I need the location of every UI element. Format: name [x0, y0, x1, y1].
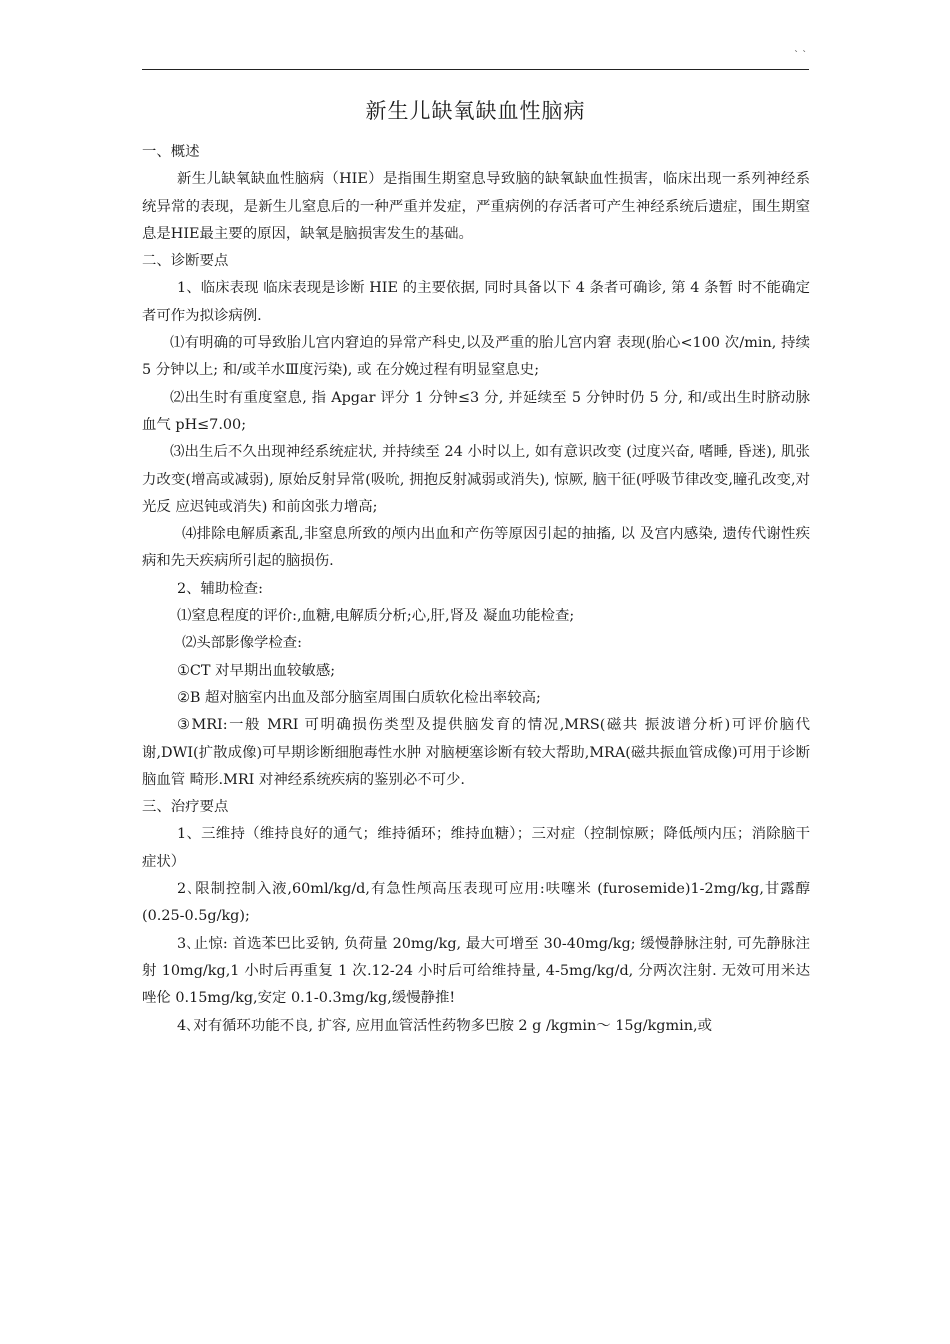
paragraph-clinical-presentation: 1、临床表现 临床表现是诊断 HIE 的主要依据, 同时具备以下 4 条者可确诊, 第 4 条暂 时不能确定者可作为拟诊病例. — [142, 280, 810, 324]
treatment-2: 2､限制控制入液,60ml/kg/d,有急性颅高压表现可应用:呋噻米 (furosemide)1-2mg/kg,甘露醇(0.25-0.5g/kg); — [142, 881, 810, 925]
paragraph-overview: 新生儿缺氧缺血性脑病（HIE）是指围生期窒息导致脑的缺氧缺血性损害，临床出现一系列神经系统异常的表现，是新生儿窒息后的一种严重并发症，严重病例的存活者可产生神经系统后遗症，围生期窒息是HIE最主要的原因，缺氧是脑损害发生的基础。 — [142, 171, 810, 242]
criterion-3: ⑶出生后不久出现神经系统症状, 并持续至 24 小时以上, 如有意识改变 (过度兴奋, 嗜睡, 昏迷), 肌张力改变(增高或减弱), 原始反射异常(吸吮, 拥抱反射减弱或消失), 惊厥, 脑干征(呼吸节律改变,瞳孔改变,对光反 应迟钝或消失) 和前囟张力增高; — [142, 444, 810, 515]
document-title: 新生儿缺氧缺血性脑病 — [365, 99, 586, 123]
criterion-4: ⑷排除电解质紊乱,非窒息所致的颅内出血和产伤等原因引起的抽搐, 以 及宫内感染, 遗传代谢性疾病和先天疾病所引起的脑损伤. — [142, 526, 810, 570]
exam-item-1: ⑴窒息程度的评价:,血糖,电解质分析;心,肝,肾及 凝血功能检查; — [177, 608, 575, 625]
criterion-1: ⑴有明确的可导致胎儿宫内窘迫的异常产科史,以及严重的胎儿宫内窘 表现(胎心<100 次/min, 持续 5 分钟以上; 和/或羊水Ⅲ度污染), 或 在分娩过程有明显窒息史; — [142, 335, 810, 379]
criterion-2: ⑵出生时有重度窒息, 指 Apgar 评分 1 分钟≤3 分, 并延续至 5 分钟时仍 5 分, 和/或出生时脐动脉血气 pH≤7.00; — [142, 389, 810, 433]
treatment-1: 1、三维持（维持良好的通气；维持循环；维持血糖）；三对症（控制惊厥；降低颅内压；消除脑干症状） — [142, 826, 810, 870]
header-rule — [142, 69, 809, 70]
treatment-3: 3､止惊: 首选苯巴比妥钠, 负荷量 20mg/kg, 最大可增至 30-40mg/kg; 缓慢静脉注射, 可先静脉注射 10mg/kg,1 小时后再重复 1 次.12-24 小时后可给维持量, 4-5mg/kg/d, 分两次注射. 无效可用米达唑伦 0.15mg/kg,安定 0.1-0.3mg/kg,缓慢静推! — [142, 935, 810, 1007]
treatment-4: 4､对有循环功能不良, 扩容, 应用血管活性药物多巴胺 2 g /kgmin～ 15g/kgmin,或 — [177, 1017, 712, 1034]
section-heading-treatment: 三、治疗要点 — [142, 799, 229, 816]
section-heading-overview: 一、概述 — [142, 144, 200, 160]
imaging-ultrasound: ②B 超对脑室内出血及部分脑室周围白质软化检出率较高; — [177, 689, 541, 706]
paragraph-auxiliary-exam: 2、辅助检查: — [177, 580, 263, 597]
exam-item-2: ⑵头部影像学检查: — [182, 635, 302, 652]
header-mark: ` ` — [794, 50, 808, 61]
document-body — [142, 139, 810, 1040]
imaging-mri: ③MRI:一般 MRI 可明确损伤类型及提供脑发育的情况,MRS(磁共 振波谱分析)可评价脑代谢,DWI(扩散成像)可早期诊断细胞毒性水肿 对脑梗塞诊断有较大帮助,MRA(磁共振血管成像)可用于诊断脑血管 畸形.MRI 对神经系统疾病的鉴别必不可少. — [142, 717, 810, 788]
section-heading-diagnosis: 二、诊断要点 — [142, 253, 229, 270]
imaging-ct: ①CT 对早期出血较敏感; — [177, 662, 336, 679]
